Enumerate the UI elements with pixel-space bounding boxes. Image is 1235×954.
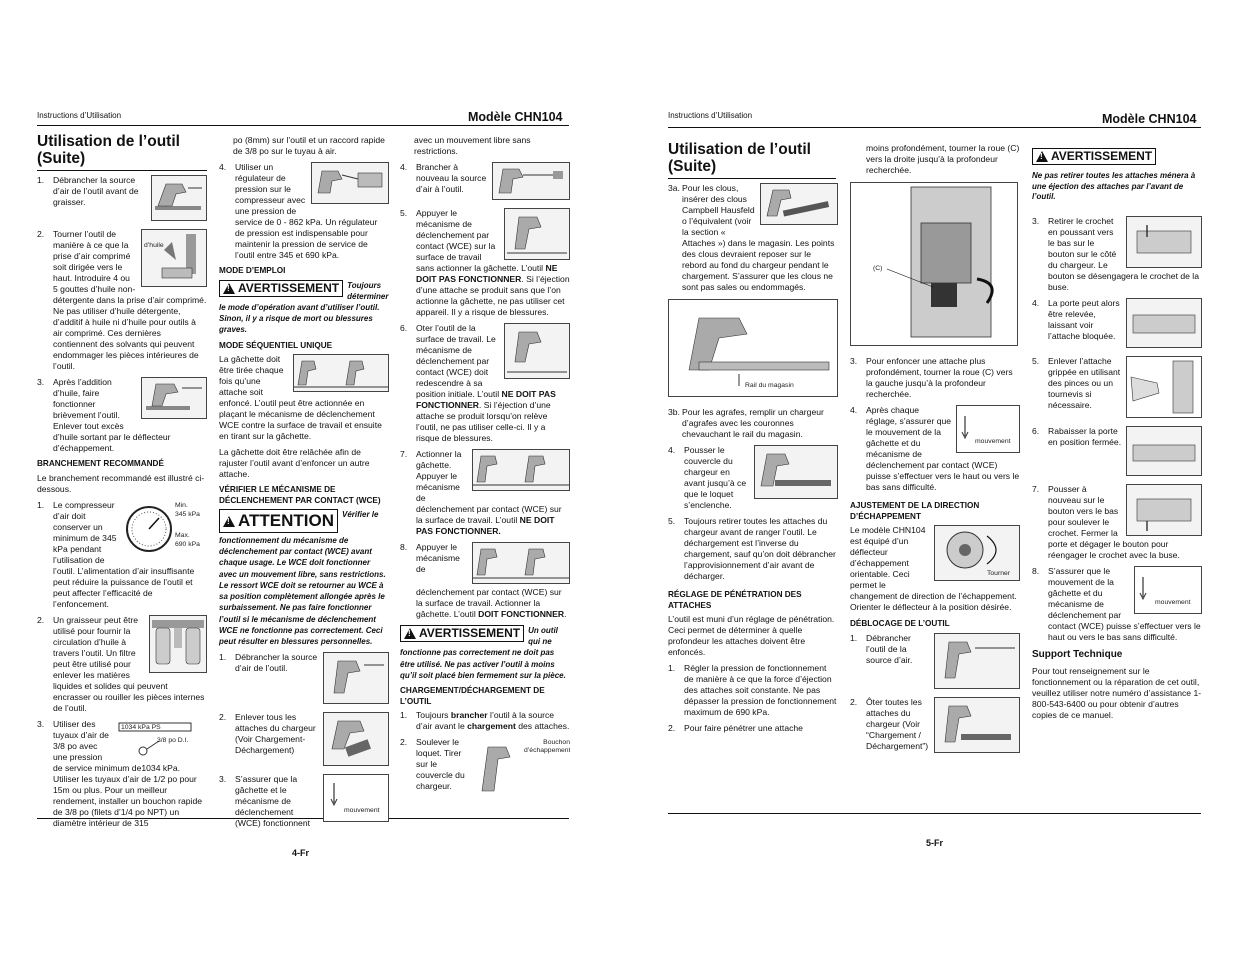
latch-illustration: Bouchon d’échappement [478,737,570,799]
nailer-icon [505,324,569,378]
hose-illustration: 1034 kPa PS 3/8 po D.I. [117,719,207,759]
two-nailers-icon [294,355,388,391]
filter-illustration [149,615,207,673]
left-page-title [37,133,207,167]
list-item: 1. Débrancher la source d’air de l’outil. [219,652,389,707]
title-line-2: (Suite) [668,158,717,176]
loading-illustration [760,183,838,225]
section-heading: VÉRIFIER LE MÉCANISME DE DÉCLENCHEMENT PAR CONTACT (WCE) [219,485,381,505]
right-footer-rule [668,813,1201,814]
nailer-icon [1127,485,1201,535]
warning-badge: ! AVERTISSEMENT [1032,148,1156,165]
list-item: 5. Enlever l’attache grippée en utilisant des pinces ou un tournevis si nécessaire. [1032,356,1202,421]
oil-can-icon [142,230,206,286]
list-item: 2. d’huile Tourner l’outil de manière à ce que la prise d’air comprimé soit dirigée vers le haut. Introduire 4 ou 5 gouttes d’huile non-détergente dans la prise d’air comprimé. Ne pas utiliser d’huile détergente, d’additif à huile ni d’huile pour outils à air comprimé. Ces dernières contiennent des solvants qui peuvent endommager les pièces intérieures de l’outil. [37,229,207,372]
oil-illustration [141,229,207,287]
right-model-title: Modèle CHN104 [1102,112,1197,126]
right-col-1: Utilisation de l’outil (Suite) 3a. Pour les clous, insérer des clous Campbell Hausfeld o l’équivalent (voir la section « Attaches ») dans le magasin. Les points des clous devraient reposer sur le rebord au fond du chargeur pendant le chargement. S’assurer que les clous ne sont pas sales ou endommagés. Rail du magasin 3b. Pour les agrafes, remplir un chargeur d’agrafes avec les couronnes chevauchant le rail du magasin. 4. Pousser le couvercle du chargeur en avant jusqu’à ce que le loquet s’enclenche. 5. Toujours retirer toutes les attaches du chargeur avant de ranger l’outil. Le déchargement est l’inverse du chargement, sauf qu’on doit débrancher l’approvisionnement d’air avant de décharger. RÉGLAGE DE PÉNÉTRATION DES ATTACHES L’outil est muni d’un réglage de pénétration. Ceci permet de déterminer à quelle profondeur les attaches doivent être enfoncés. 1. Régler la pression de fonctionnement de manière à ce que la force d’éjection des attaches soit constante. Ne pas dépasser la pression de fonctionnement maximum de 690 kPa. 2. Pour faire pénétrer une attache [668,141,837,734]
trigger-illustration [472,449,570,491]
nailer-icon [935,698,1019,752]
sequential-illustration [293,354,389,392]
list-item: 3. mouvement S’assurer que la gâchette et le mécanisme de déclenchement (WCE) fonctionnent [219,774,389,829]
warning-icon [223,516,235,527]
tool-illustration [492,162,570,200]
tool-illustration [504,323,570,379]
list-item: 2. Un graisseur peut être utilisé pour fournir la circulation d’huile à travers l’outil. Un filtre peut être utilisé pour enlever les matières liquides et solides qui peuvent encrasser ou rouiller les pièces internes de l’outil. [37,615,207,714]
magazine-illustration [323,712,389,766]
nailer-icon [1127,427,1201,475]
nailer-icon [505,209,569,259]
two-nailers-icon [473,543,569,583]
section-heading: CHARGEMENT/DÉCHARGEMENT DE L’OUTIL [400,686,545,706]
nailer-icon [761,184,837,224]
left-col-3: avec un mouvement libre sans restrictions. 4. Brancher à nouveau la source d’air à l’outil. 5. Appuyer le mécanisme de déclenchement par contact (WCE) sur la surface de travail sans actionner la gâchette. L’outil NE DOIT PAS FONCTIONNER. Si l’éjection d’une attache se produit sans que l’on actionne la gâchette, ne pas utiliser cet appareil. Il y a risque de blessures. 6. Oter l’outil de la surface de travail. Le mécanisme de déclenchement par contact (WCE) doit redescendre à sa position initiale. L’outil NE DOIT PAS FONCTIONNER. Si l’éjection d’une attache se produit lorsqu’on relève l’outil, ne pas utiliser celle-ci. Il y a risque de blessures. 7. Actionner la gâchette. Appuyer le mécanisme de déclenchement par contact (WCE) sur la surface de travail. L’outil NE DOIT PAS FONCTIONNER. 8. Appuyer le mécanisme de déclenchement par contact (WCE) sur la surface de travail. Actionner la gâchette. L’outil DOIT FONCTIONNER. ! AVERTISSEMENT Un outil qui ne fonctionne pas correctement ne doit pas être utilisé. Ne pas activer l’outil à moins qu’il soit placé bien fermement sur la pièce. CHARGEMENT/DÉCHARGEMENT DE L’OUTIL 1. Toujours brancher l’outil à la source d’air avant le chargement des attaches. 2. Bouchon d’échappement Soulever le loquet. Tirer sur le couvercle du chargeur. [400,135,570,807]
list-item: 7. Actionner la gâchette. Appuyer le mécanisme de déclenchement par contact (WCE) sur la surface de travail. L’outil NE DOIT PAS FONCTIONNER. [400,449,570,537]
warning-icon [1036,151,1048,162]
tool-illustration [323,652,389,704]
oil-label: d’huile [144,242,164,250]
two-nailers-icon [473,450,569,490]
nailer-icon [152,176,206,220]
nailer-icon [324,713,388,765]
attention-badge: ! ATTENTION [219,509,338,533]
filter-lubricator-icon [150,616,206,672]
right-page-number: 5-Fr [926,838,944,848]
warning-icon [404,628,416,639]
list-item: 6. Rabaisser la porte en position fermée. [1032,426,1202,479]
left-header-label: Instructions d’Utilisation [37,111,122,120]
nailer-icon [142,378,206,418]
list-item: 3a. Pour les clous, insérer des clous Campbell Hausfeld o l’équivalent (voir la section « Attaches ») dans le magasin. Les points des clous devraient reposer sur le rebord au fond du chargeur pendant le chargement. S’assurer que les clous ne sont pas sales ou endommagés. [668,183,838,293]
compressor-icon [312,163,388,203]
title-line-2: (Suite) [37,150,86,168]
left-header-rule [37,125,569,126]
left-col-2: po (8mm) sur l’outil et un raccord rapide de 3/8 po sur le tuyau à air. 4. Utiliser un régulateur de pression sur le compresseur avec une pression de service de 0 - 862 kPa. Un régulateur de pression est indispensable pour maintenir la pression de service de l’outil entre 345 et 690 kPa. MODE D’EMPLOI ! AVERTISSEMENT Toujours déterminer le mode d’opération avant d’utiliser l’outil. Sinon, il y a risque de mort ou blessures graves. MODE SÉQUENTIEL UNIQUE La gâchette doit être tirée chaque fois qu’une attache soit enfoncé. L’outil peut être actionnée en plaçant le mécanisme de déclenchement WCE contre la surface de travail et ensuite en tirant sur la gâchette. La gâchette doit être relâchée afin de rajuster l’outil avant d’enfoncer un autre attache. VÉRIFIER LE MÉCANISME DE DÉCLENCHEMENT PAR CONTACT (WCE) ! ATTENTION Vérifier le fonctionnement du mécanisme de déclenchement par contact (WCE) avant chaque usage. Le WCE doit fonctionner avec un mouvement libre, sans restrictions. Le ressort WCE doit se retourner au WCE à sa position complètement allongée après le surbaissement. Ne pas faire fonctionner l’outil si le mécanisme de déclenchement WCE ne fonctionne pas correctement. Ceci peut résulter en blessures personnelles. 1. Débrancher la source d’air de l’outil. 2. Enlever tous les attaches du chargeur (Voir Chargement-Déchargement) 3. mouvement S’assurer que la gâchette et le mécanisme de déclenchement (WCE) fonctionnent [219,135,389,834]
right-col-2: moins profondément, tourner la roue (C) vers la droite jusqu’à la profondeur recherchée. (C) 3. Pour enfoncer une attache plus profondément, tourner la roue (C) vers la gauche jusqu’à la profondeur recherchée. 4. mouvement Après chaque réglage, s’assurer que le mouvement de la gâchette et du mécanisme de déclenchement par contact (WCE) puisse s’effectuer vers le haut ou vers le bas sans difficulté. AJUSTEMENT DE LA DIRECTION D’ÉCHAPPEMENT Tourner Le modèle CHN104 est équipé d’un déflecteur d’échappement orientable. Ceci permet le changement de direction de l’échappement. Orienter le déflecteur à la position désirée. DÉBLOCAGE DE L’OUTIL 1. Débrancher l’outil de la source d’air. 2. Ôter toutes les attaches du chargeur (Voir “Chargement / Déchargement”) [850,143,1020,761]
right-col-3: ! AVERTISSEMENT Ne pas retirer toutes les attaches ménera à une éjection des attaches par l’avant de l’outil. 3. Retirer le crochet en poussant vers le bas sur le bouton sur le côté du chargeur. Le bouton se désengagera le crochet de la buse. 4. La porte peut alors être relevée, laissant voir l’attache bloquée. 5. Enlever l’attache grippée en utilisant des pinces ou un tournevis si nécessaire. 6. Rabaisser la porte en position fermée. 7. Pousser à nouveau sur le bouton vers le bas pour soulever le crochet. Fermer la porte et dégager le bouton pour réengager le crochet avec la buse. 8. mouvement S’assurer que le mouvement de la gâchette et du mécanisme de déclenchement par contact (WCE) puisse s’effectuer vers le haut ou vers le bas sans difficulté. Support Technique Pour tout renseignement sur le fonctionnement ou la réparation de cet outil, veuillez utiliser notre numéro d’assistance 1-800-543-6400 ou pour obtenir d’autres copies de ce manuel. [1032,148,1202,726]
magazine-rail-illustration: Rail du magasin [668,299,838,397]
list-item: 1. Régler la pression de fonctionnement de manière à ce que la force d’éjection des attaches soit constante. Ne pas dépasser la pression de fonctionnement maximum de 690 kPa. [668,663,837,718]
pliers-icon [1127,357,1201,417]
left-col-1: Utilisation de l’outil (Suite) 1. Débrancher la source d’air de l’outil avant de graisser. 2. d’huile Tourner l’outil de manière à ce que la prise d’air comprimé soit dirigée vers le haut. Introduire 4 ou 5 gouttes d’huile non-détergente dans la prise d’air comprimé. Ne pas utiliser d’huile détergente, d’additif à huile ni d’huile pour outils à air comprimé. Ces dernières contiennent des solvants qui peuvent endommager les pièces intérieures de l’outil. 3. Après l’addition d’huile, faire fonctionner brièvement l’outil. Enlever tout excès d’huile sortant par le déflecteur d’échappement. BRANCHEMENT RECOMMANDÉ Le branchement recommandé est illustré ci-dessous. 1. Min. 345 kPa Max. 690 kPa Le compresseur d’air doit conserver un minimum de 345 kPa pendant l’utilisation de l’outil. L’alimentation d’air insuffisante peut réduire la puissance de l’outil et peut affecter l’efficacité de l’enfoncement. 2. Un graisseur peut être utilisé pour fournir la circulation d’huile à travers l’outil. Un filtre peut être utilisé pour enlever les matières liquides et solides qui peuvent encrasser ou rouiller les pièces internes de l’outil. 3. 1034 kPa PS 3/8 po D.I. Utiliser des tuyaux d’air de 3/8 po avec une pression de service minimum de1034 kPa. Utiliser les tuyaux d’air de 1/2 po pour 15m ou plus. Pour un meilleur rendement, installer un bouchon rapide de 3/8 po (filets d’1/4 po NPT) un diamètre intérieur de 315 [37,133,207,828]
movement-illustration: mouvement [323,774,389,822]
section-heading: BRANCHEMENT RECOMMANDÉ [37,459,164,469]
tool-illustration [934,697,1020,753]
right-page-title [668,141,838,175]
list-item: 6. Oter l’outil de la surface de travail. Le mécanisme de déclenchement par contact (WCE) doit redescendre à sa position initiale. L’outil NE DOIT PAS FONCTIONNER. Si l’éjection d’une attache se produit lorsqu’on relève l’outil, ne pas utiliser celle-ci. Il y a risque de blessures. [400,323,570,444]
movement-illustration: mouvement [956,405,1020,453]
nailer-icon [1127,217,1201,267]
list-item: 4. Brancher à nouveau la source d’air à l’outil. [400,162,570,203]
list-item: 2. Ôter toutes les attaches du chargeur (Voir “Chargement / Déchargement”) [850,697,1020,756]
list-item: 3. Retirer le crochet en poussant vers le bas sur le bouton sur le côté du chargeur. Le bouton se désengagera le crochet de la buse. [1032,216,1202,293]
list-item: 8. Appuyer le mécanisme de déclenchement par contact (WCE) sur la surface de travail. Actionner la gâchette. L’outil DOIT FONCTIONNER. [400,542,570,620]
list-item: 2. Bouchon d’échappement Soulever le loquet. Tirer sur le couvercle du chargeur. [400,737,570,802]
nailer-icon [1127,299,1201,347]
list-item: 3. 1034 kPa PS 3/8 po D.I. Utiliser des tuyaux d’air de 3/8 po avec une pression de service minimum de1034 kPa. Utiliser les tuyaux d’air de 1/2 po pour 15m ou plus. Pour un meilleur rendement, installer un bouchon rapide de 3/8 po (filets d’1/4 po NPT) un diamètre intérieur de 315 [37,719,207,829]
door-illustration [1126,298,1202,348]
list-item: 5. Appuyer le mécanisme de déclenchement par contact (WCE) sur la surface de travail sans actionner la gâchette. L’outil NE DOIT PAS FONCTIONNER. Si l’éjection d’une attache se produit sans que l’on actionne la gâchette, ne pas utiliser cet appareil. Il y a risque de blessures. [400,208,570,317]
left-page-number: 4-Fr [292,848,310,858]
list-item: 1. Débrancher l’outil de la source d’air. [850,633,1020,692]
cover-illustration [754,445,838,499]
nailer-icon [935,634,1019,688]
list-item: 4. Utiliser un régulateur de pression sur le compresseur avec une pression de service de 0 - 862 kPa. Un régulateur de pression est indispensable pour maintenir la pression de service de l’outil entre 345 et 690 kPa. [219,162,389,261]
list-item: 3. Pour enfoncer une attache plus profondément, tourner la roue (C) vers la gauche jusqu’à la profondeur recherchée. [850,356,1013,399]
hook-illustration [1126,216,1202,268]
warning-badge: ! AVERTISSEMENT [219,280,343,297]
gauge-illustration: Min. 345 kPa Max. 690 kPa [125,500,207,558]
list-item: 2. Enlever tous les attaches du chargeur (Voir Chargement-Déchargement) [219,712,389,769]
section-heading: MODE D’EMPLOI [219,266,286,275]
list-item: 4. Pousser le couvercle du chargeur en avant jusqu’à ce que le loquet s’enclenche. [668,445,838,511]
list-item: 8. mouvement S’assurer que le mouvement de la gâchette et du mécanisme de déclenchement par contact (WCE) puisse s’effectuer vers le haut ou vers le bas sans difficulté. [1032,566,1201,643]
warning-icon [223,283,235,294]
right-header-label: Instructions d’Utilisation [668,111,753,120]
nailer-icon [493,163,569,199]
depth-adjust-wheel-icon [851,183,1017,345]
section-heading: RÉGLAGE DE PÉNÉTRATION DES ATTACHES [668,590,802,610]
section-heading: Support Technique [1032,649,1123,661]
section-heading: DÉBLOCAGE DE L’OUTIL [850,619,950,628]
list-item: 3. Après l’addition d’huile, faire fonctionner brièvement l’outil. Enlever tout excès d’huile sortant par le déflecteur d’échappement. [37,377,207,454]
section-heading: AJUSTEMENT DE LA DIRECTION D’ÉCHAPPEMENT [850,501,980,521]
deflector-illustration: Tourner [934,525,1020,581]
regulator-illustration [311,162,389,204]
tool-illustration [141,377,207,419]
pliers-illustration [1126,356,1202,418]
movement-illustration: mouvement [1134,566,1202,614]
section-heading: MODE SÉQUENTIEL UNIQUE [219,340,333,350]
tool-illustration [151,175,207,221]
list-item: 4. La porte peut alors être relevée, laissant voir l’attache bloquée. [1032,298,1202,351]
title-line-1: Utilisation de l’outil [668,141,811,158]
depth-wheel-illustration: (C) [850,182,1018,346]
hook-illustration [1126,484,1202,536]
door-illustration [1126,426,1202,476]
list-item: 5. Toujours retirer toutes les attaches du chargeur avant de ranger l’outil. Le déchargement est l’inverse du chargement, sauf qu’on doit débrancher l’approvisionnement d’air avant de décharger. [668,516,836,582]
title-line-1: Utilisation de l’outil [37,133,180,150]
warning-badge: ! AVERTISSEMENT [400,625,524,642]
list-item: 1. Toujours brancher l’outil à la source d’air avant le chargement des attaches. [400,710,570,732]
nailer-icon [324,653,388,703]
list-item: 7. Pousser à nouveau sur le bouton vers le bas pour soulever le crochet. Fermer la porte et dégager le bouton pour réengager le crochet avec la buse. [1032,484,1202,561]
list-item: 2. Pour faire pénétrer une attache [668,723,803,734]
list-item: 3b. Pour les agrafes, remplir un chargeur d’agrafes avec les couronnes chevauchant le rail du magasin. [668,407,824,440]
tool-illustration [934,633,1020,689]
left-model-title: Modèle CHN104 [468,110,563,124]
right-header-rule [668,127,1201,128]
title-rule [668,178,836,179]
list-item: 1. Débrancher la source d’air de l’outil avant de graisser. [37,175,207,224]
trigger-illustration [472,542,570,584]
tool-illustration [504,208,570,260]
list-item: 4. mouvement Après chaque réglage, s’assurer que le mouvement de la gâchette et du mécanisme de déclenchement par contact (WCE) puisse s’effectuer vers le haut ou vers le bas sans difficulté. [850,405,1020,492]
nailer-icon [755,446,837,498]
list-item: 1. Min. 345 kPa Max. 690 kPa Le compresseur d’air doit conserver un minimum de 345 kPa pendant l’utilisation de l’outil. L’alimentation d’air insuffisante peut réduire la puissance de l’outil et peut affecter l’efficacité de l’enfoncement. [37,500,207,610]
title-rule [37,170,207,171]
